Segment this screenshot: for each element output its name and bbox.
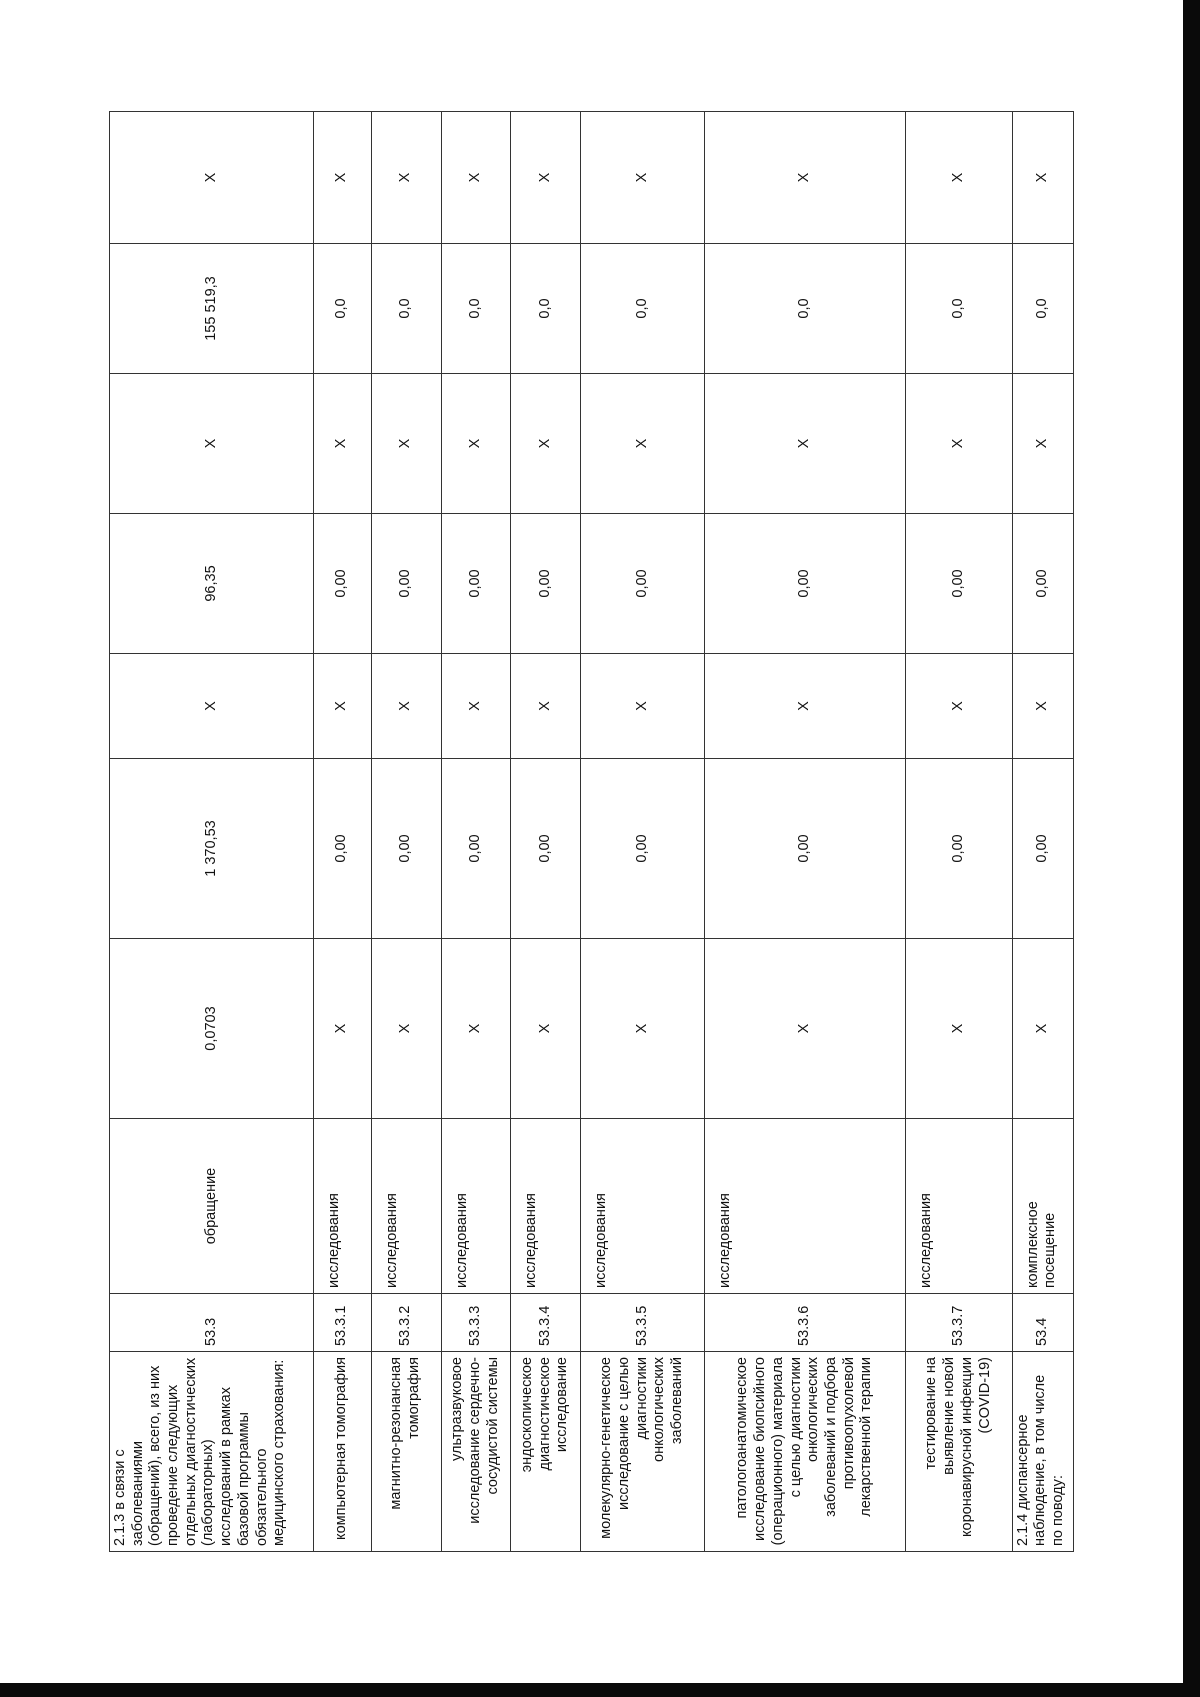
cell-c4: X (313, 939, 371, 1119)
cell-c8: X (906, 374, 1013, 514)
cell-c6: X (313, 654, 371, 759)
cell-c4: 0,0703 (110, 939, 314, 1119)
cell-c5: 0,00 (313, 759, 371, 939)
row-unit: исследования (371, 1119, 441, 1294)
row-unit: исследования (705, 1119, 906, 1294)
scan-edge-bottom (0, 1683, 1200, 1697)
row-name: 2.1.4 диспансерное наблюдение, в том числе по поводу: (1012, 1352, 1073, 1552)
cell-c8: X (705, 374, 906, 514)
cell-c4: X (906, 939, 1013, 1119)
cell-c5: 0,00 (1012, 759, 1073, 939)
financing-table (109, 111, 1074, 1552)
cell-c9: 0,0 (705, 244, 906, 374)
cell-c4: X (371, 939, 441, 1119)
cell-c5: 0,00 (705, 759, 906, 939)
cell-c8: X (441, 374, 511, 514)
cell-c6: X (580, 654, 705, 759)
row-unit: комплексное посещение (1012, 1119, 1073, 1294)
table-row (705, 112, 906, 1552)
cell-c9: 0,0 (313, 244, 371, 374)
cell-c9: 0,0 (1012, 244, 1073, 374)
cell-c9: 155 519,3 (110, 244, 314, 374)
cell-c10: X (371, 112, 441, 244)
cell-c5: 0,00 (511, 759, 581, 939)
cell-c4: X (705, 939, 906, 1119)
cell-c9: 0,0 (906, 244, 1013, 374)
cell-c7: 96,35 (110, 514, 314, 654)
cell-c6: X (441, 654, 511, 759)
row-name: компьютерная томография (313, 1352, 371, 1552)
row-name: тестирование на выявление новой коронавирусной инфекции (COVID-19) (906, 1352, 1013, 1552)
cell-c8: X (371, 374, 441, 514)
cell-c6: X (511, 654, 581, 759)
table-row (906, 112, 1013, 1552)
cell-c6: X (371, 654, 441, 759)
row-code: 53.3.7 (906, 1294, 1013, 1352)
cell-c4: X (511, 939, 581, 1119)
row-name: патологоанатомическое исследование биопсийного (операционного) материала с целью диагностики онкологических заболеваний и подбора противоопухолевой лекарственной терапии (705, 1352, 906, 1552)
row-unit: исследования (906, 1119, 1013, 1294)
table-row (1012, 112, 1073, 1552)
cell-c7: 0,00 (371, 514, 441, 654)
cell-c6: X (705, 654, 906, 759)
cell-c6: X (1012, 654, 1073, 759)
row-unit: исследования (511, 1119, 581, 1294)
row-code: 53.3.2 (371, 1294, 441, 1352)
table-row (371, 112, 441, 1552)
cell-c9: 0,0 (371, 244, 441, 374)
row-code: 53.3.1 (313, 1294, 371, 1352)
row-name: магнитно-резонансная томография (371, 1352, 441, 1552)
cell-c6: X (906, 654, 1013, 759)
cell-c10: X (580, 112, 705, 244)
cell-c5: 0,00 (441, 759, 511, 939)
cell-c8: X (313, 374, 371, 514)
cell-c9: 0,0 (511, 244, 581, 374)
scan-edge-right (1183, 0, 1200, 1697)
table-row (441, 112, 511, 1552)
row-unit: исследования (580, 1119, 705, 1294)
rotated-table-container (109, 112, 1074, 1552)
cell-c10: X (705, 112, 906, 244)
row-code: 53.3.5 (580, 1294, 705, 1352)
cell-c10: X (511, 112, 581, 244)
cell-c5: 0,00 (371, 759, 441, 939)
cell-c8: X (580, 374, 705, 514)
table-row (511, 112, 581, 1552)
cell-c5: 1 370,53 (110, 759, 314, 939)
table-row (110, 112, 314, 1552)
row-code: 53.3 (110, 1294, 314, 1352)
cell-c7: 0,00 (441, 514, 511, 654)
cell-c7: 0,00 (580, 514, 705, 654)
row-code: 53.4 (1012, 1294, 1073, 1352)
cell-c10: X (313, 112, 371, 244)
cell-c8: X (511, 374, 581, 514)
cell-c4: X (580, 939, 705, 1119)
cell-c10: X (1012, 112, 1073, 244)
row-unit: обращение (110, 1119, 314, 1294)
row-name: эндоскопическое диагностическое исследование (511, 1352, 581, 1552)
cell-c6: X (110, 654, 314, 759)
row-unit: исследования (441, 1119, 511, 1294)
row-code: 53.3.4 (511, 1294, 581, 1352)
cell-c4: X (441, 939, 511, 1119)
cell-c7: 0,00 (511, 514, 581, 654)
table-row (580, 112, 705, 1552)
cell-c7: 0,00 (705, 514, 906, 654)
cell-c9: 0,0 (441, 244, 511, 374)
cell-c10: X (110, 112, 314, 244)
table-row (313, 112, 371, 1552)
row-unit: исследования (313, 1119, 371, 1294)
row-name: молекулярно-генетическое исследование с целью диагностики онкологических заболеваний (580, 1352, 705, 1552)
cell-c7: 0,00 (906, 514, 1013, 654)
cell-c10: X (441, 112, 511, 244)
cell-c5: 0,00 (580, 759, 705, 939)
cell-c7: 0,00 (1012, 514, 1073, 654)
row-name: ультразвуковое исследование сердечно-сосудистой системы (441, 1352, 511, 1552)
cell-c5: 0,00 (906, 759, 1013, 939)
cell-c4: X (1012, 939, 1073, 1119)
cell-c8: X (110, 374, 314, 514)
row-code: 53.3.3 (441, 1294, 511, 1352)
cell-c8: X (1012, 374, 1073, 514)
row-code: 53.3.6 (705, 1294, 906, 1352)
cell-c10: X (906, 112, 1013, 244)
row-name: 2.1.3 в связи с заболеваниями (обращений), всего, из них проведение следующих отдельных диагностических (лабораторных) исследований в рамках базовой программы обязательного медицинского страхования: (110, 1352, 314, 1552)
cell-c9: 0,0 (580, 244, 705, 374)
cell-c7: 0,00 (313, 514, 371, 654)
